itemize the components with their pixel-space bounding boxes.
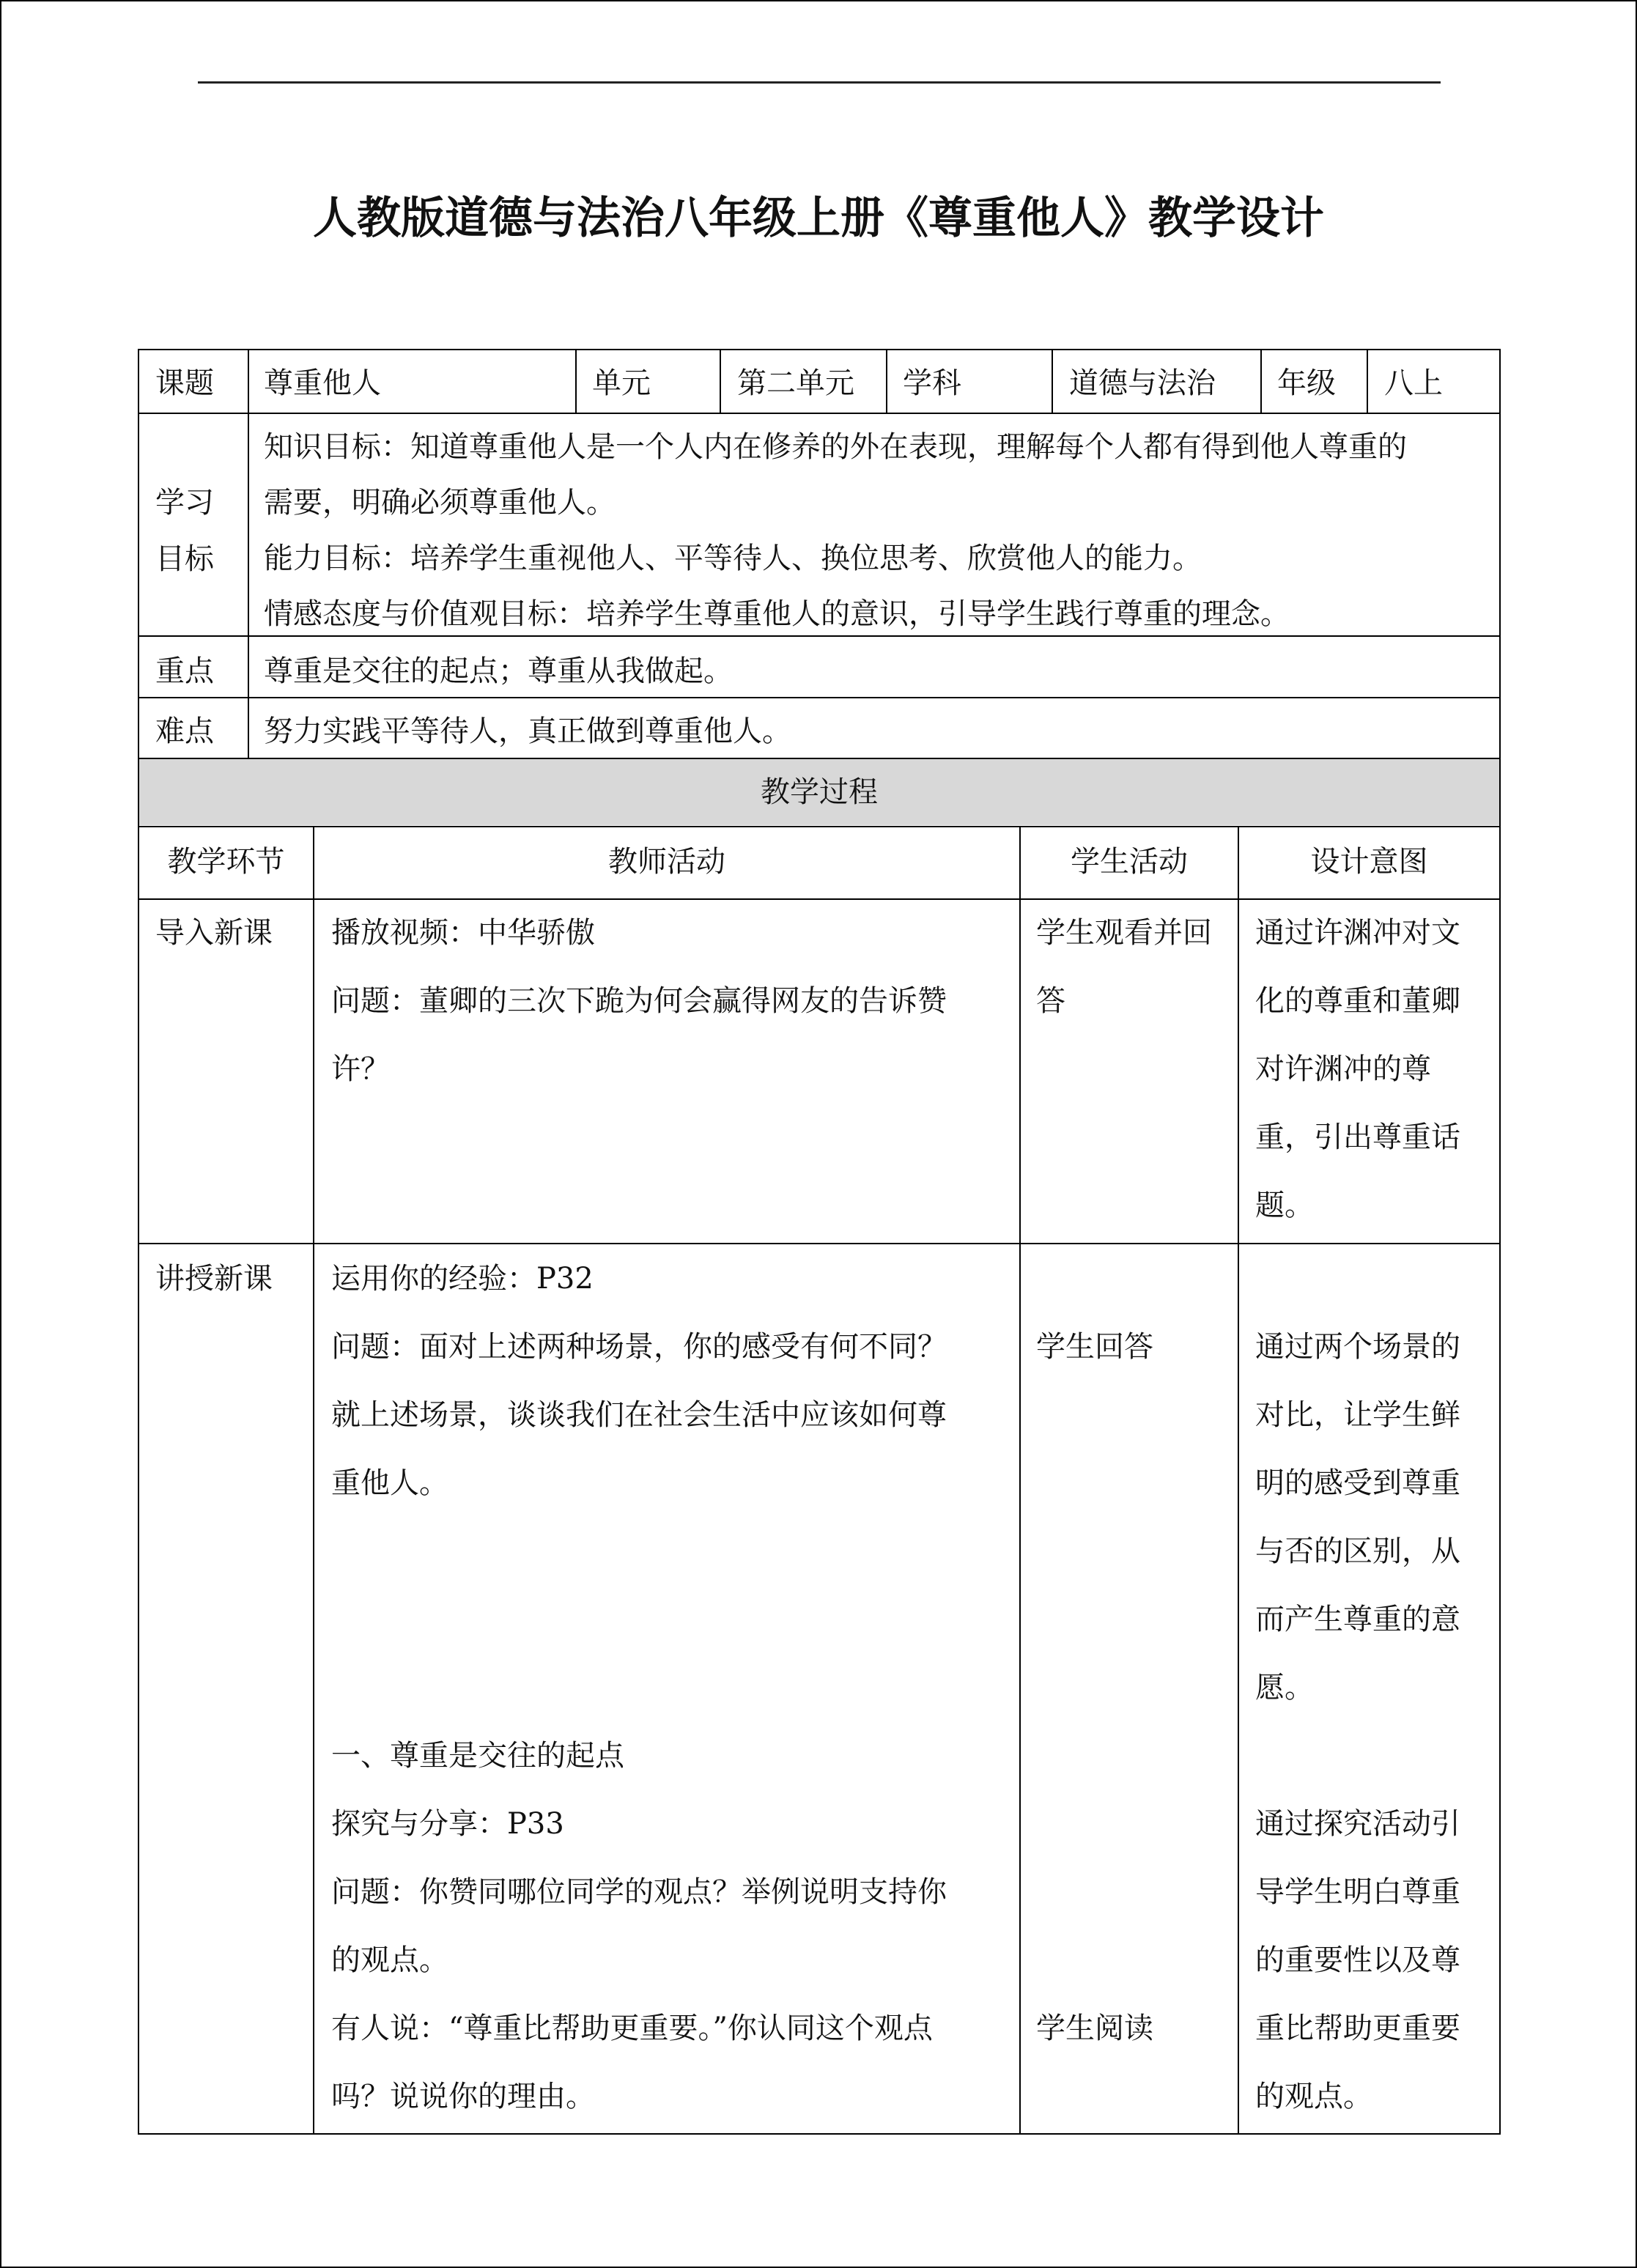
text-line: 重比帮助更重要 (1255, 2012, 1460, 2045)
text-line: 探究与分享：P33 (331, 1807, 564, 1841)
text-line: 的重要性以及尊 (1255, 1943, 1460, 1977)
design-intent-cell (1255, 899, 1460, 1240)
student-activity-cell (1036, 1245, 1153, 2063)
text-line: 一、尊重是交往的起点 (331, 1739, 624, 1773)
text-line: 学生观看并回 (1036, 916, 1212, 950)
objective-line: 知识目标：知道尊重他人是一个人内在修养的外在表现，理解每个人都有得到他人尊重的 (264, 430, 1407, 464)
text-line: 导学生明白尊重 (1255, 1875, 1460, 1909)
text-line: 问题：董卿的三次下跪为何会赢得网友的告诉赞 (331, 984, 947, 1018)
objective-line: 能力目标：培养学生重视他人、平等待人、换位思考、欣赏他人的能力。 (264, 542, 1202, 575)
text-line: 运用你的经验：P32 (331, 1262, 594, 1296)
text-line: 化的尊重和董卿 (1255, 984, 1460, 1018)
text-line: 明的感受到尊重 (1255, 1466, 1460, 1500)
objectives-label-line2: 目标 (155, 542, 214, 576)
header-rule (198, 81, 1441, 84)
text-line: 许？ (331, 1052, 390, 1086)
column-header-stage: 教学环节 (167, 845, 285, 879)
text-line (331, 1654, 947, 1722)
topic-value: 尊重他人 (264, 366, 381, 400)
text-line: 愿。 (1255, 1671, 1314, 1704)
teacher-activity-cell (331, 1245, 947, 2131)
text-line: 题。 (1255, 1189, 1314, 1222)
grade-label: 年级 (1277, 366, 1336, 400)
text-line (1036, 1518, 1153, 1586)
text-line (1036, 1381, 1153, 1449)
text-line: 答 (1036, 984, 1065, 1018)
text-line: 对比，让学生鲜 (1255, 1398, 1460, 1432)
text-line: 对许渊冲的尊 (1255, 1052, 1431, 1086)
objectives-label-line1: 学习 (155, 486, 214, 520)
design-intent-cell (1255, 1245, 1460, 2131)
text-line (1255, 1245, 1460, 1313)
difficult-point-label: 难点 (155, 714, 214, 748)
text-line: 重他人。 (331, 1466, 448, 1500)
text-line (1036, 1586, 1153, 1654)
teacher-activity-cell (331, 899, 947, 1104)
text-line: 通过两个场景的 (1255, 1330, 1460, 1364)
text-line (1036, 1245, 1153, 1313)
stage-text: 导入新课 (155, 916, 273, 950)
grade-value: 八上 (1384, 366, 1443, 400)
text-line (1036, 1858, 1153, 1927)
text-line (331, 1586, 947, 1654)
text-line: 播放视频：中华骄傲 (331, 916, 595, 950)
column-header-intent: 设计意图 (1310, 845, 1428, 879)
objectives-text (264, 419, 1407, 642)
key-point-value: 尊重是交往的起点；尊重从我做起。 (264, 654, 733, 688)
text-line (331, 1518, 947, 1586)
text-line: 重，引出尊重话 (1255, 1120, 1460, 1154)
student-activity-cell (1036, 899, 1212, 1035)
text-line: 问题：你赞同哪位同学的观点？举例说明支持你 (331, 1875, 947, 1909)
subject-value: 道德与法治 (1069, 366, 1216, 400)
column-header-student: 学生活动 (1071, 845, 1188, 879)
difficult-point-value: 努力实践平等待人，真正做到尊重他人。 (264, 714, 791, 748)
text-line (1036, 1722, 1153, 1790)
text-line: 吗？说说你的理由。 (331, 2080, 595, 2113)
column-header-teacher: 教师活动 (608, 845, 725, 879)
objective-line: 情感态度与价值观目标：培养学生尊重他人的意识，引导学生践行尊重的理念。 (264, 597, 1290, 631)
text-line: 的观点。 (331, 1943, 448, 1977)
text-line: 有人说：“尊重比帮助更重要。”你认同这个观点 (331, 2012, 933, 2045)
stage-text: 讲授新课 (155, 1262, 273, 1296)
objective-line: 需要，明确必须尊重他人。 (264, 486, 616, 520)
text-line: 的观点。 (1255, 2080, 1372, 2113)
text-line: 问题：面对上述两种场景，你的感受有何不同？ (331, 1330, 947, 1364)
text-line: 而产生尊重的意 (1255, 1603, 1460, 1636)
unit-value: 第二单元 (737, 366, 854, 400)
document-title: 人教版道德与法治八年级上册《尊重他人》教学设计 (313, 193, 1324, 244)
subject-label: 学科 (903, 366, 961, 400)
text-line: 通过探究活动引 (1255, 1807, 1460, 1841)
text-line (1255, 1722, 1460, 1790)
text-line: 与否的区别，从 (1255, 1534, 1460, 1568)
topic-label: 课题 (155, 366, 214, 400)
text-line: 学生回答 (1036, 1330, 1153, 1364)
stage-cell (155, 899, 273, 967)
text-line (1036, 1654, 1153, 1722)
stage-cell (155, 1245, 273, 1313)
unit-label: 单元 (592, 366, 651, 400)
text-line (1036, 1449, 1153, 1518)
text-line: 学生阅读 (1036, 2012, 1153, 2045)
text-line (1036, 1927, 1153, 1995)
text-line: 就上述场景，谈谈我们在社会生活中应该如何尊 (331, 1398, 947, 1432)
key-point-label: 重点 (155, 654, 214, 688)
text-line: 通过许渊冲对文 (1255, 916, 1460, 950)
text-line (1036, 1790, 1153, 1858)
process-header: 教学过程 (761, 775, 878, 809)
